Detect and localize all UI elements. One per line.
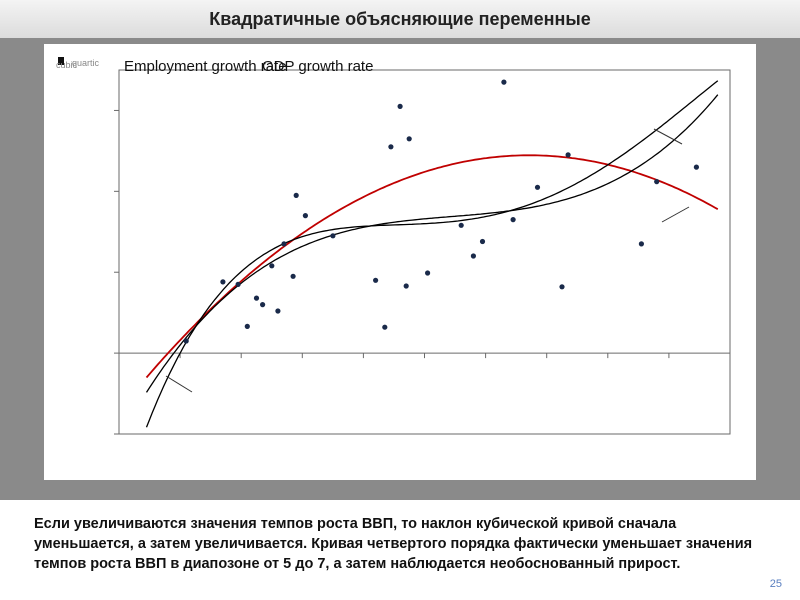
arrow-bottom-right [662,207,689,222]
cubic-curve [147,95,718,393]
legend-cubic: cubic [56,60,78,70]
annotation-arrows [166,129,689,392]
data-point [220,279,225,284]
data-point [501,80,506,85]
data-point [425,270,430,275]
quadratic-curve [147,155,718,377]
data-point [654,179,659,184]
data-point [184,338,189,343]
data-point [291,274,296,279]
data-point [566,152,571,157]
page-number: 25 [769,578,782,590]
y-axis-ticks [114,110,119,434]
data-point [260,302,265,307]
data-point [388,144,393,149]
plot-area [119,70,730,434]
data-point [480,239,485,244]
data-point [404,283,409,288]
quartic-curve [147,81,718,428]
legend-x-label: GDP growth rate [262,58,374,75]
data-point [398,104,403,109]
data-point [373,278,378,283]
legend-y-label: Employment growth rate [124,58,287,75]
data-point [459,223,464,228]
data-point [382,325,387,330]
data-point [511,217,516,222]
data-point [275,308,280,313]
data-point [269,263,274,268]
data-point [245,324,250,329]
data-point [471,253,476,258]
data-point [559,284,564,289]
slide-title: Квадратичные объясняющие переменные [209,8,591,29]
chart-svg [44,44,756,480]
data-point [639,241,644,246]
data-point [294,193,299,198]
data-point [281,241,286,246]
data-point [407,136,412,141]
caption-text: Если увеличиваются значения темпов роста ВВП, то наклон кубической кривой сначала уменьшается, а затем увеличивается. Кривая четвертого порядка фактически уменьшает значения темпов роста ВВП в диапозоне от 5 до 7, а затем наблюдается необоснованный прирост. [34,516,753,572]
curves [147,81,718,428]
data-point [236,282,241,287]
title-bar [0,0,800,39]
x-axis [119,353,730,358]
chart-frame [44,44,756,480]
data-point [535,185,540,190]
arrow-bottom-left [166,376,192,392]
legend-quartic: quartic [72,58,100,68]
scatter-points [184,80,699,344]
data-point [254,296,259,301]
data-point [303,213,308,218]
data-point [694,165,699,170]
data-point [330,233,335,238]
